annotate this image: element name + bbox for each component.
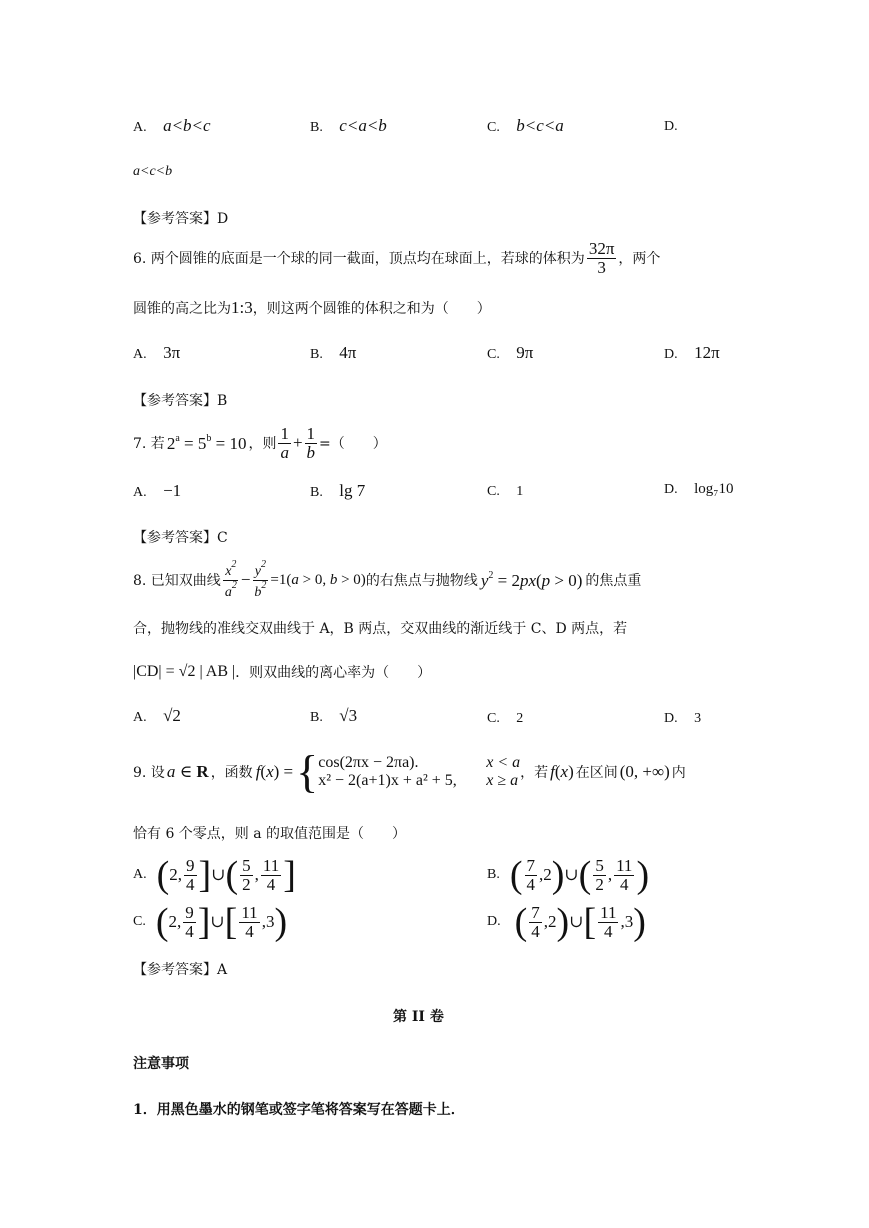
q7-stem: 7. 若 $2^a = 5^b = 10$ ，则 $\frac{1}{a}$ + $\frac{1}{b}$ =（ ） (133, 424, 387, 462)
q9-domain: a ∈ R (166, 762, 209, 781)
q7-option-d: D. log₇10 (664, 481, 734, 497)
q8-option-c: C. 2 (487, 711, 524, 726)
q9-piecewise-brace: { (296, 746, 319, 797)
q8-option-d: D. 3 (664, 711, 702, 726)
q8-option-b: B. √3 (310, 706, 358, 725)
q8-stem-line1: 8. 已知双曲线 $\frac{x^2}{a^2}$ − $\frac{y^2}{b^2}$ =1(a > 0, b > 0) 的右焦点与抛物线 $y^2 = 2px(p > 0)$ 的焦点重 (133, 559, 642, 600)
q5-option-d: D. (664, 119, 678, 134)
q7-option-b: B. lg 7 (310, 481, 366, 500)
q5-option-a: A. a<b<c (133, 116, 211, 135)
q7-fraction-1-over-a: $\frac{1}{a}$ (280, 424, 289, 462)
q8-stem-line3: |CD| = √2 | AB | ．则双曲线的离心率为（ ） (133, 663, 432, 681)
q5-option-c-text: b<c<a (516, 116, 564, 135)
q8-condition: |CD| = √2 | AB | (133, 663, 236, 680)
q5-option-c: C. b<c<a (487, 116, 564, 135)
q6-option-a: A. 3π (133, 343, 181, 362)
q9-function-name: f(x) = (255, 762, 294, 781)
q8-parabola-equation: $y^2 = 2px(p > 0)$ (480, 569, 583, 590)
q6-answer: 【参考答案】B (133, 393, 228, 409)
q9-option-c: C. ( 2, $\frac{9}{4}$ ] ∪ [ $\frac{11}{4}$ ,3 ) (133, 901, 288, 943)
q7-option-a: A. −1 (133, 481, 182, 500)
part2-title: 第 II 卷 (393, 1009, 444, 1025)
q9-answer: 【参考答案】A (133, 962, 228, 978)
q9-option-d: D. ( $\frac{7}{4}$ ,2 ) ∪ [ $\frac{11}{4}$ ,3 ) (487, 901, 646, 943)
q9-stem-line2: 恰有 6 个零点，则 a 的取值范围是（ ） (133, 826, 407, 842)
q8-hyperbola-x-term: $\frac{x^2}{a^2}$ (224, 559, 237, 600)
q9-option-a-expr: ( 2, $\frac{9}{4}$ ] ∪ ( $\frac{5}{2}$ , $\frac{11}{4}$ ] (156, 854, 296, 896)
notice-item-1: 1．用黑色墨水的钢笔或签字笔将答案写在答题卡上． (133, 1102, 465, 1118)
q6-stem-line2: 圆锥的高之比为1:3，则这两个圆锥的体积之和为（ ） (133, 298, 491, 317)
q7-equation: $2^a = 5^b = 10$ (166, 432, 247, 453)
q6-stem-line1: 6. 两个圆锥的底面是一个球的同一截面，顶点均在球面上，若球的体积为 $\frac{32\pi}{3}$ ，两个 (133, 239, 661, 277)
q9-option-b: B. ( $\frac{7}{4}$ ,2 ) ∪ ( $\frac{5}{2}$ , $\frac{11}{4}$ ) (487, 854, 650, 896)
q5-answer: 【参考答案】D (133, 211, 229, 227)
q9-piecewise-cases: cos(2πx − 2πa). x < a x² − 2(a+1)x + a² + 5, x ≥ a (318, 754, 521, 789)
q5-option-a-text: a<b<c (163, 116, 211, 135)
q9-option-d-expr: ( $\frac{7}{4}$ ,2 ) ∪ [ $\frac{11}{4}$ ,3 ) (514, 901, 646, 943)
q9-option-a: A. ( 2, $\frac{9}{4}$ ] ∪ ( $\frac{5}{2}$ , $\frac{11}{4}$ ] (133, 854, 296, 896)
q5-option-d-text: a<c<b (133, 164, 173, 179)
q5-option-b: B. c<a<b (310, 116, 387, 135)
q7-option-c: C. 1 (487, 484, 524, 499)
notice-heading: 注意事项 (133, 1056, 189, 1072)
q6-option-d: D. 12π (664, 343, 720, 362)
q7-fraction-1-over-b: $\frac{1}{b}$ (306, 424, 316, 462)
q6-option-b: B. 4π (310, 343, 357, 362)
q5-option-b-text: c<a<b (339, 116, 387, 135)
q8-option-a: A. √2 (133, 706, 181, 725)
q9-stem-line1: 9. 设 a ∈ R ，函数 f(x) = { cos(2πx − 2πa). x < a x² − 2(a+1)x + a² + 5, x ≥ a ，若 f(x) 在区间 (0, +∞) 内 (133, 746, 686, 797)
q6-option-c: C. 9π (487, 343, 534, 362)
q8-hyperbola-y-term: $\frac{y^2}{b^2}$ (254, 559, 267, 600)
q9-option-b-expr: ( $\frac{7}{4}$ ,2 ) ∪ ( $\frac{5}{2}$ , $\frac{11}{4}$ ) (509, 854, 650, 896)
q7-answer: 【参考答案】C (133, 530, 228, 546)
q8-stem-line2: 合，抛物线的准线交双曲线于 A，B 两点，交双曲线的渐近线于 C、D 两点，若 (133, 621, 628, 637)
q9-option-c-expr: ( 2, $\frac{9}{4}$ ] ∪ [ $\frac{11}{4}$ ,3 ) (155, 901, 288, 943)
q6-volume-fraction: $\frac{32\pi}{3}$ (588, 239, 615, 277)
